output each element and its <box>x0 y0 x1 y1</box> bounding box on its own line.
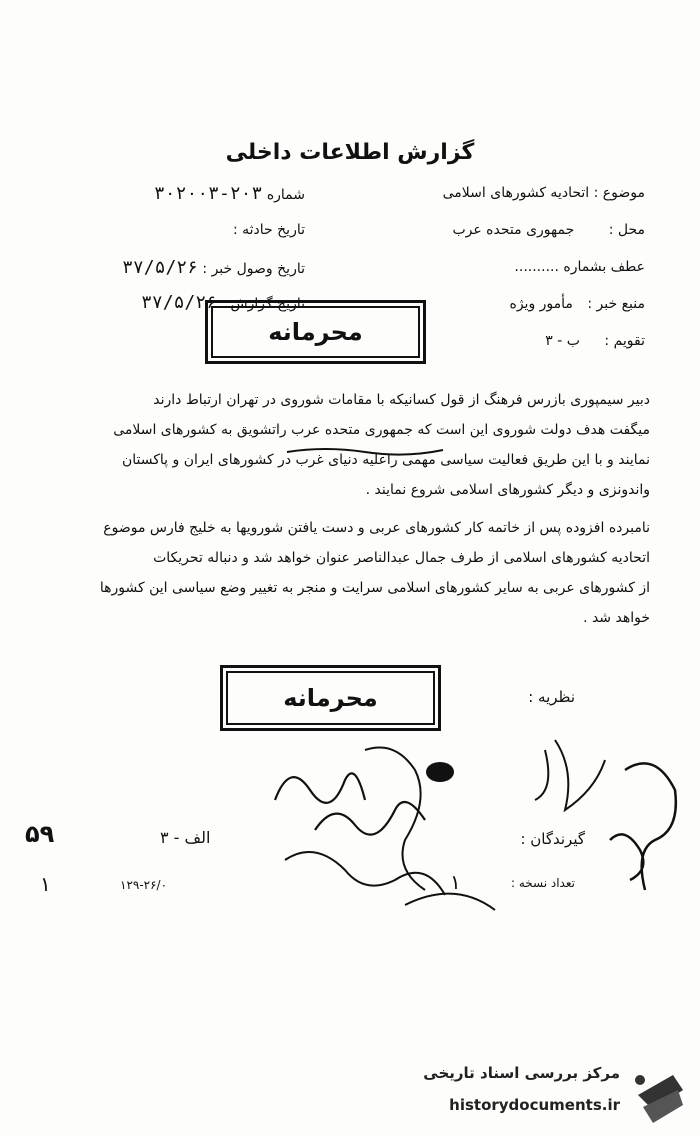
place-label: محل : <box>608 222 645 238</box>
handwritten-underline <box>285 444 445 458</box>
place-value: جمهوری متحده عرب <box>452 222 575 238</box>
subject-value: اتحادیه کشورهای اسلامی <box>442 185 590 201</box>
body-line: دبیر سیمپوری بازرس فرهنگ از قول کسانیکه با مقامات شوروی در تهران ارتباط دارند <box>153 392 650 408</box>
file-bottom-num: ۱ <box>40 872 51 896</box>
receive-date-label: تاریخ وصول خبر : <box>202 261 305 277</box>
source-value: مأمور ویژه <box>509 296 573 312</box>
body-line: نمایند و با این طریق فعالیت سیاسی مهمی راعلیه دنیای غرب در کشورهای ایران و پاکستان <box>121 452 650 468</box>
subject-label: موضوع : <box>593 185 645 201</box>
body-line: خواهد شد . <box>583 610 650 626</box>
evaluation-label: تقویم : <box>604 333 645 349</box>
receive-date-row <box>122 257 305 278</box>
event-date-label: تاریخ حادثه : <box>232 222 305 238</box>
reg-label: عطف بشماره .......... <box>514 259 645 275</box>
number-label: شماره <box>266 187 305 203</box>
receive-date-value: ۳۷/۵/۲۶ <box>122 257 198 278</box>
body-line: واندونزی و دیگر کشورهای اسلامی شروع نمایند . <box>365 482 650 498</box>
report-body <box>50 385 650 633</box>
file-code: ۵۹ <box>25 820 55 848</box>
opinion-label: نظریه : <box>528 688 575 706</box>
number-row <box>154 183 305 204</box>
report-date-value: ۳۷/۵/۲۶ <box>141 292 217 313</box>
handwritten-signatures <box>255 730 685 930</box>
body-line: از کشورهای عربی به سایر کشورهای اسلامی سرایت و منجر به تغییر وضع سیاسی این کشورها <box>99 580 650 596</box>
subject-row <box>443 185 645 201</box>
archive-logo-icon <box>628 1065 690 1127</box>
file-bottom-ref: ۱۲۹-۲۶/۰ <box>120 878 168 892</box>
watermark-url: historydocuments.ir <box>449 1096 620 1114</box>
report-date-label: تاریخ گزارش : <box>221 296 305 312</box>
confidential-stamp-top <box>205 300 426 364</box>
copies-value: ۱ <box>450 870 461 894</box>
place-row <box>452 222 645 238</box>
body-line: اتحادیه کشورهای اسلامی از طرف جمال عبدالناصر عنوان خواهد شد و دنباله تحریکات <box>153 550 650 566</box>
watermark-org: مرکز بررسی اسناد تاریخی <box>423 1064 620 1082</box>
watermark-logo <box>395 1060 690 1130</box>
stamp-text-top: محرمانه <box>211 306 420 358</box>
body-line: میگفت هدف دولت شوروی این است که جمهوری متحده عرب راتشویق به کشورهای اسلامی <box>113 422 650 438</box>
document-title: گزارش اطلاعات داخلی <box>225 140 475 165</box>
stamp-text-bottom: محرمانه <box>226 671 435 725</box>
copies-label: تعداد نسخه : <box>510 876 575 890</box>
number-value: ۲۰۳-۳۰۲۰۰۳ <box>153 183 263 204</box>
evaluation-row <box>545 333 645 349</box>
evaluation-value: ب - ۳ <box>545 333 580 349</box>
recipients-label: گیرندگان : <box>520 830 585 848</box>
body-line: نامبرده افزوده پس از خاتمه کار کشورهای عربی و دست یافتن شورویها به خلیج فارس موضوع <box>103 520 650 536</box>
source-label: منبع خبر : <box>587 296 645 312</box>
file-category: الف - ۳ <box>160 828 211 847</box>
confidential-stamp-bottom <box>220 665 441 731</box>
source-row <box>509 296 645 312</box>
